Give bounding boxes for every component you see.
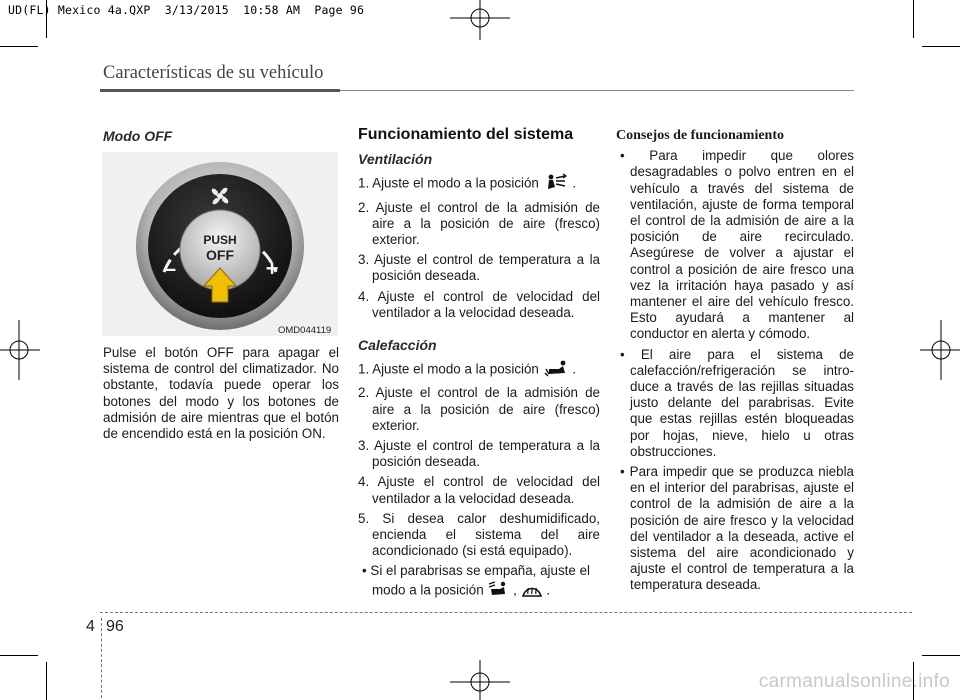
vent-mode-face-icon <box>543 173 569 195</box>
ventilacion-heading: Ventilación <box>358 151 433 168</box>
heat-step-1 <box>358 359 600 381</box>
footer-rule <box>100 612 912 613</box>
modo-off-body: Pulse el botón OFF para apagar el sistema de control del climatizador. No obstante, todavía puede operar los botones del modo y los botones de admisión de aire mientras que el botón de encendido está en la posición ON. <box>103 345 339 442</box>
heat-defog-text: • Si el parabrisas se empaña, ajuste el modo a la posición <box>362 563 590 598</box>
heat-mode-floor-icon <box>543 359 569 381</box>
tip-vents: • El aire para el sistema de calefacción/refrigeración se intro-duce a través de las rejillas situadas justo delante del parabrisas. Evite que estas rejillas estén bloqueadas por hojas, nieve, hielo u otras obstrucciones. <box>620 346 854 459</box>
heat-step-1-period: . <box>572 361 577 377</box>
vent-step-1-text: 1. Ajuste el modo a la posición <box>358 176 539 192</box>
modo-off-heading: Modo OFF <box>103 128 173 144</box>
tip-fog: • Para impedir que se produzca niebla en el interior del parabrisas, ajuste el control de la admisión de aire a la posición de aire fresco y la velocidad del ventilador a la deseada, active el sistema del aire acondicionado y ajuste el control de temperatura a la temperatura deseada. <box>620 464 854 593</box>
registration-mark-right <box>920 320 960 380</box>
watermark: carmanualsonline.info <box>758 671 950 692</box>
vent-step-3: 3. Ajuste el control de temperatura a la posición deseada. <box>358 252 600 284</box>
heat-step-4: 4. Ajuste el control de velocidad del ventilador a la velocidad deseada. <box>358 474 600 506</box>
image-code: OMD044119 <box>278 325 332 336</box>
registration-mark-bottom <box>450 660 510 700</box>
off-label: OFF <box>206 247 234 263</box>
crop-mark-bl-h <box>0 655 38 656</box>
minus-sign: – <box>163 256 177 281</box>
heat-defog-comma: , <box>513 582 517 598</box>
calefaccion-heading: Calefacción <box>358 337 437 354</box>
crop-mark-bl-v <box>46 662 47 700</box>
heat-step-2: 2. Ajuste el control de la admisión de aire a la posición de aire (fresco) exterior. <box>358 385 600 433</box>
middle-column <box>358 127 600 606</box>
crop-mark-tl-h <box>0 46 38 47</box>
defrost-mode-icon <box>521 580 543 602</box>
funcionamiento-heading: Funcionamiento del sistema <box>358 126 574 143</box>
plus-sign: + <box>265 256 279 281</box>
section-title: Características de su vehículo <box>103 63 324 83</box>
vent-step-4: 4. Ajuste el control de velocidad del ventilador a la velocidad deseada. <box>358 288 600 320</box>
heat-step-5: 5. Si desea calor deshumidificado, encienda el sistema del aire acondicionado (si está equipado). <box>358 510 600 559</box>
registration-mark-left <box>0 320 40 380</box>
consejos-heading: Consejos de funcionamiento <box>616 128 785 143</box>
chapter-number: 4 <box>86 618 95 635</box>
heat-defog-bullet <box>358 563 600 601</box>
heat-step-1-text: 1. Ajuste el modo a la posición <box>358 361 539 377</box>
registration-mark-top <box>450 0 510 40</box>
crop-mark-br-h <box>922 655 960 656</box>
heat-defog-period: . <box>546 582 551 598</box>
vent-step-1-period: . <box>572 176 577 192</box>
crop-mark-tr-h <box>922 46 960 47</box>
left-column <box>103 128 339 144</box>
print-slug: UD(FL) Mexico 4a.QXP 3/13/2015 10:58 AM Page 96 <box>8 3 365 17</box>
title-rule-dark <box>100 89 340 92</box>
vent-step-1 <box>358 173 600 195</box>
push-label: PUSH <box>203 233 237 247</box>
page-number: 96 <box>106 618 124 635</box>
heat-step-3: 3. Ajuste el control de temperatura a la posición deseada. <box>358 438 600 470</box>
tip-odors: • Para impedir que olores desagradables o polvo entren en el vehículo a través del sistema de ventilación, ajuste de forma temporal el control de la admisión de aire a la posición de aire recirculado. Asegúrese de volver a ajustar el control a posición de aire fresco una vez la irritación haya pasado y así mantener el aire del vehículo fresco. Esto ayudará a mantener al conductor en alerta y cómodo. <box>620 148 854 342</box>
crop-mark-tr-v <box>913 0 914 38</box>
floor-defrost-mode-icon <box>487 580 509 602</box>
title-rule-thin <box>340 90 854 91</box>
right-column <box>616 128 854 598</box>
footer-divider <box>101 618 102 698</box>
climate-off-knob-illustration <box>102 152 338 336</box>
vent-step-2: 2. Ajuste el control de la admisión de aire a la posición de aire (fresco) exterior. <box>358 199 600 248</box>
off-button-image <box>102 152 338 336</box>
